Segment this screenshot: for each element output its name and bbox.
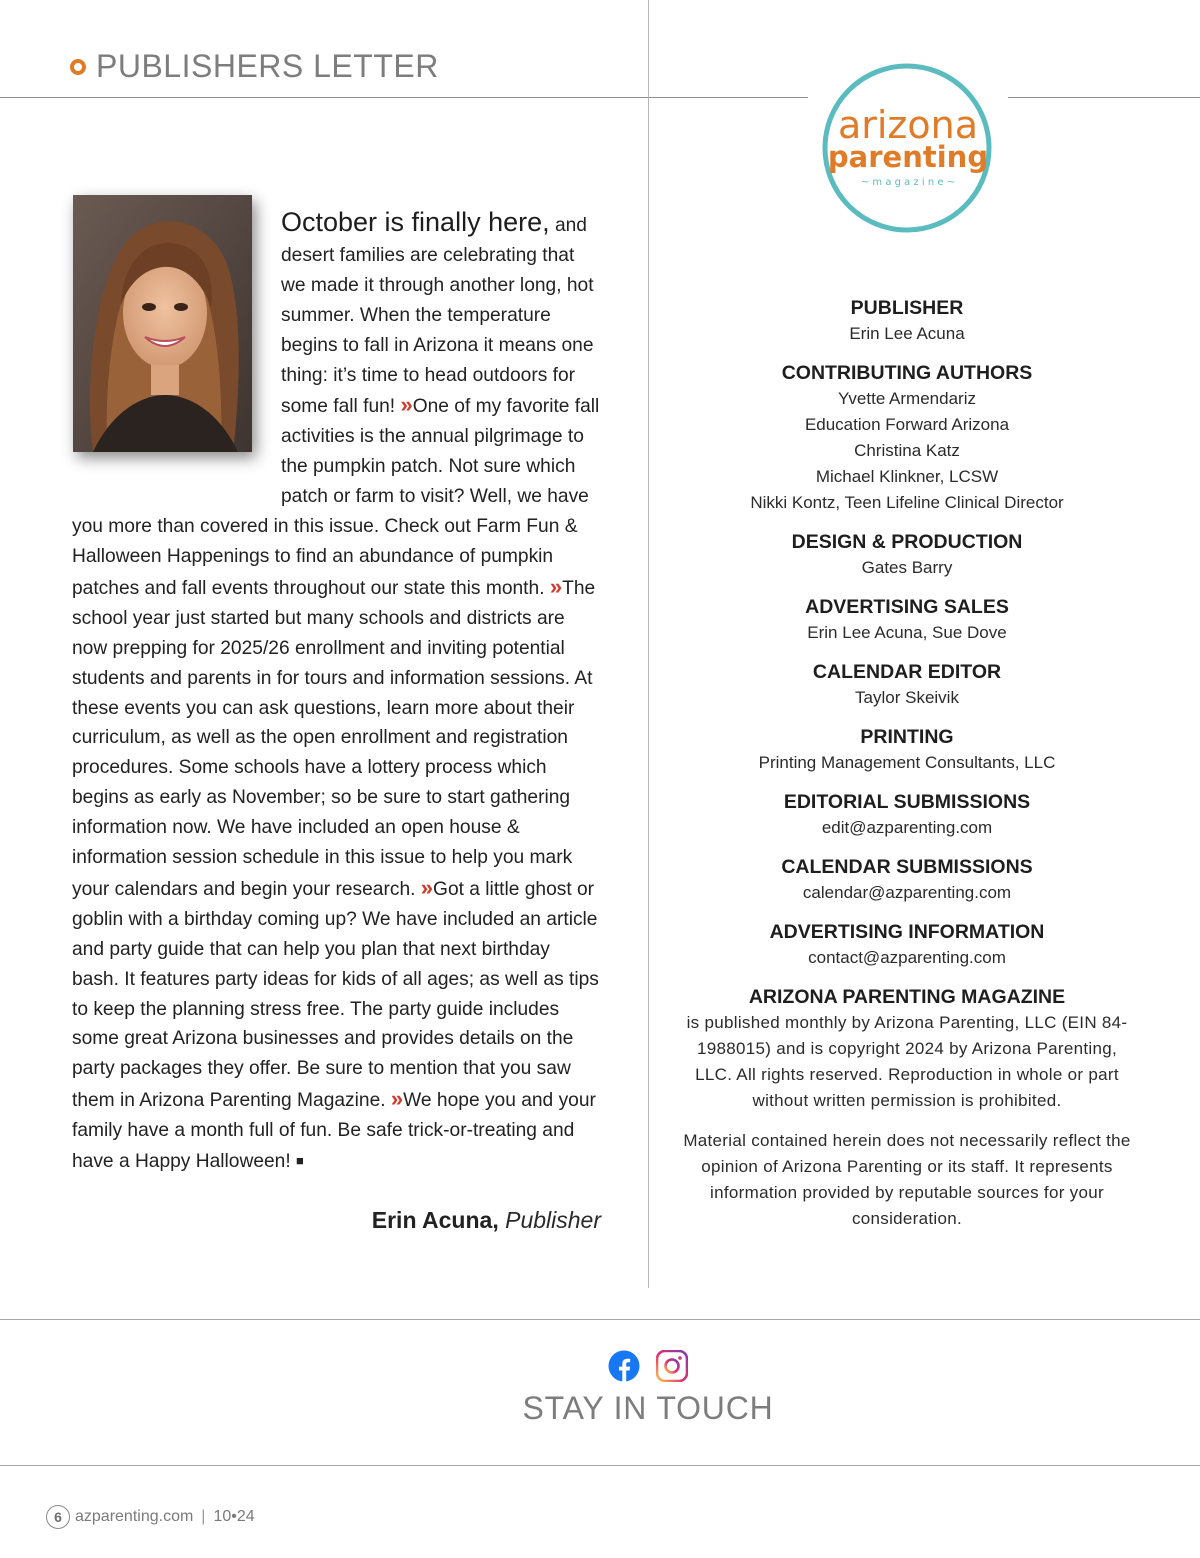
chevron-marker: » — [549, 573, 563, 599]
calendar-email-link[interactable]: calendar@azparenting.com — [802, 883, 1012, 902]
masthead-heading: DESIGN & PRODUCTION — [791, 531, 1023, 553]
editorial-email-link[interactable]: edit@azparenting.com — [821, 818, 993, 837]
masthead-name: Nikki Kontz, Teen Lifeline Clinical Director — [750, 493, 1064, 512]
masthead-heading: ARIZONA PARENTING MAGAZINE — [748, 986, 1066, 1008]
masthead-name: Erin Lee Acuna, Sue Dove — [807, 623, 1007, 642]
masthead-printing — [676, 724, 1138, 776]
header-divider-right — [1008, 97, 1200, 98]
footer-separator: | — [201, 1508, 206, 1525]
page-number: 6 — [46, 1505, 70, 1529]
logo-line1: arizona — [837, 103, 979, 147]
footer-divider — [0, 1465, 1200, 1466]
masthead-name: Taylor Skeivik — [855, 688, 959, 707]
masthead-heading: CALENDAR EDITOR — [812, 661, 1002, 683]
chevron-marker: » — [390, 1086, 404, 1112]
issue-date: 10•24 — [213, 1508, 255, 1525]
masthead-name: Christina Katz — [854, 441, 960, 460]
masthead-editorial — [676, 789, 1138, 841]
masthead-design — [676, 529, 1138, 581]
chevron-marker: » — [420, 874, 434, 900]
masthead-heading: ADVERTISING SALES — [805, 596, 1009, 618]
masthead-publisher — [676, 295, 1138, 347]
masthead-ad-sales — [676, 594, 1138, 646]
site-url[interactable]: azparenting.com — [75, 1508, 194, 1525]
masthead-magazine — [676, 984, 1138, 1232]
letter-paragraph-5: We hope you and your family have a month full of fun. Be safe trick-or-treating and have a Happy Halloween! — [72, 1090, 596, 1173]
letter-paragraph-1: and desert families are celebrating that we made it through another long, hot summer. When the temperature begins to fall in Arizona it means one thing: it’s time to head outdoors for some fall fun! — [281, 215, 594, 418]
bullet-circle-icon — [70, 59, 86, 75]
social-divider-top — [0, 1319, 1200, 1320]
masthead-name: Yvette Armendariz — [838, 389, 976, 408]
column-divider — [648, 0, 649, 1288]
masthead-heading: CALENDAR SUBMISSIONS — [781, 856, 1033, 878]
masthead-name: Michael Klinkner, LCSW — [815, 467, 999, 486]
chevron-marker: » — [400, 392, 413, 418]
letter-paragraph-4: Got a little ghost or goblin with a birthday coming up? We have included an article and party guide that can help you plan that next birthday bash. It features party ideas for kids of all ages; as well as tips to keep the planning stress free. The party guide includes some great Arizona businesses and provides details on the party packages they offer. Be sure to mention that you saw them in Arizona Parenting Magazine. — [72, 878, 599, 1112]
facebook-icon[interactable] — [608, 1350, 640, 1382]
stay-in-touch-heading: STAY IN TOUCH — [522, 1390, 774, 1426]
page-footer — [46, 1505, 255, 1529]
masthead-heading: EDITORIAL SUBMISSIONS — [783, 791, 1031, 813]
masthead-contributing — [676, 360, 1138, 516]
masthead-name: Gates Barry — [861, 558, 953, 577]
copyright-notice: is published monthly by Arizona Parenting, LLC (EIN 84-1988015) and is copyright 2024 by Arizona Parenting, LLC. All rights reserved. Reproduction in whole or part without written permission is prohibited. — [686, 1013, 1128, 1110]
masthead-heading: CONTRIBUTING AUTHORS — [781, 362, 1033, 384]
masthead-heading: PRINTING — [860, 726, 954, 748]
masthead-name: Erin Lee Acuna — [849, 324, 965, 343]
signature-title: Publisher — [505, 1207, 601, 1233]
contact-email-link[interactable]: contact@azparenting.com — [808, 948, 1006, 967]
end-mark-icon: ■ — [296, 1153, 304, 1169]
masthead-calendar-submissions — [676, 854, 1138, 906]
stay-in-touch — [0, 1350, 1200, 1427]
header-divider-left — [0, 97, 808, 98]
masthead-calendar-editor — [676, 659, 1138, 711]
section-title: PUBLISHERS LETTER — [96, 48, 439, 84]
disclaimer: Material contained herein does not necessarily reflect the opinion of Arizona Parenting or its staff. It represents information provided by reputable sources for your consideration. — [683, 1131, 1131, 1228]
masthead-name: Printing Management Consultants, LLC — [758, 753, 1056, 772]
letter-paragraph-3: The school year just started but many schools and districts are now prepping for 2025/26 enrollment and inviting potential students and parents in for tours and information sessions. At these events you can ask questions, learn more about their curriculum, as well as the open enrollment and registration procedures. Some schools have a lottery process which begins as early as November; so be sure to start gathering information now. We have included an open house & information session schedule in this issue to help you mark your calendars and begin your research. — [72, 577, 596, 900]
photo-text-wrap-spacer — [72, 208, 281, 483]
social-icons — [0, 1350, 1200, 1382]
masthead-heading: PUBLISHER — [850, 297, 964, 319]
letter-paragraph-2: One of my favorite fall activities is the annual pilgrimage to the pumpkin patch. Not sure which patch or farm to visit? Well, we have you more than covered in this issue. Check out Farm Fun & Halloween Happenings to find an abundance of pumpkin patches and fall events throughout our state this month. — [72, 396, 600, 599]
signature-name: Erin Acuna, — [371, 1207, 499, 1233]
masthead-heading: ADVERTISING INFORMATION — [769, 921, 1045, 943]
masthead-name: Education Forward Arizona — [804, 415, 1010, 434]
arizona-parenting-logo — [822, 63, 992, 233]
section-header — [70, 48, 439, 85]
masthead-ad-info — [676, 919, 1138, 971]
letter-lead: October is finally here, — [281, 207, 550, 237]
logo-line2: parenting — [827, 140, 989, 174]
instagram-icon[interactable] — [656, 1350, 688, 1382]
signature — [300, 1207, 601, 1234]
letter-body — [72, 208, 602, 1177]
masthead — [676, 295, 1138, 1245]
logo-line3: ~ m a g a z i n e ~ — [860, 177, 956, 188]
